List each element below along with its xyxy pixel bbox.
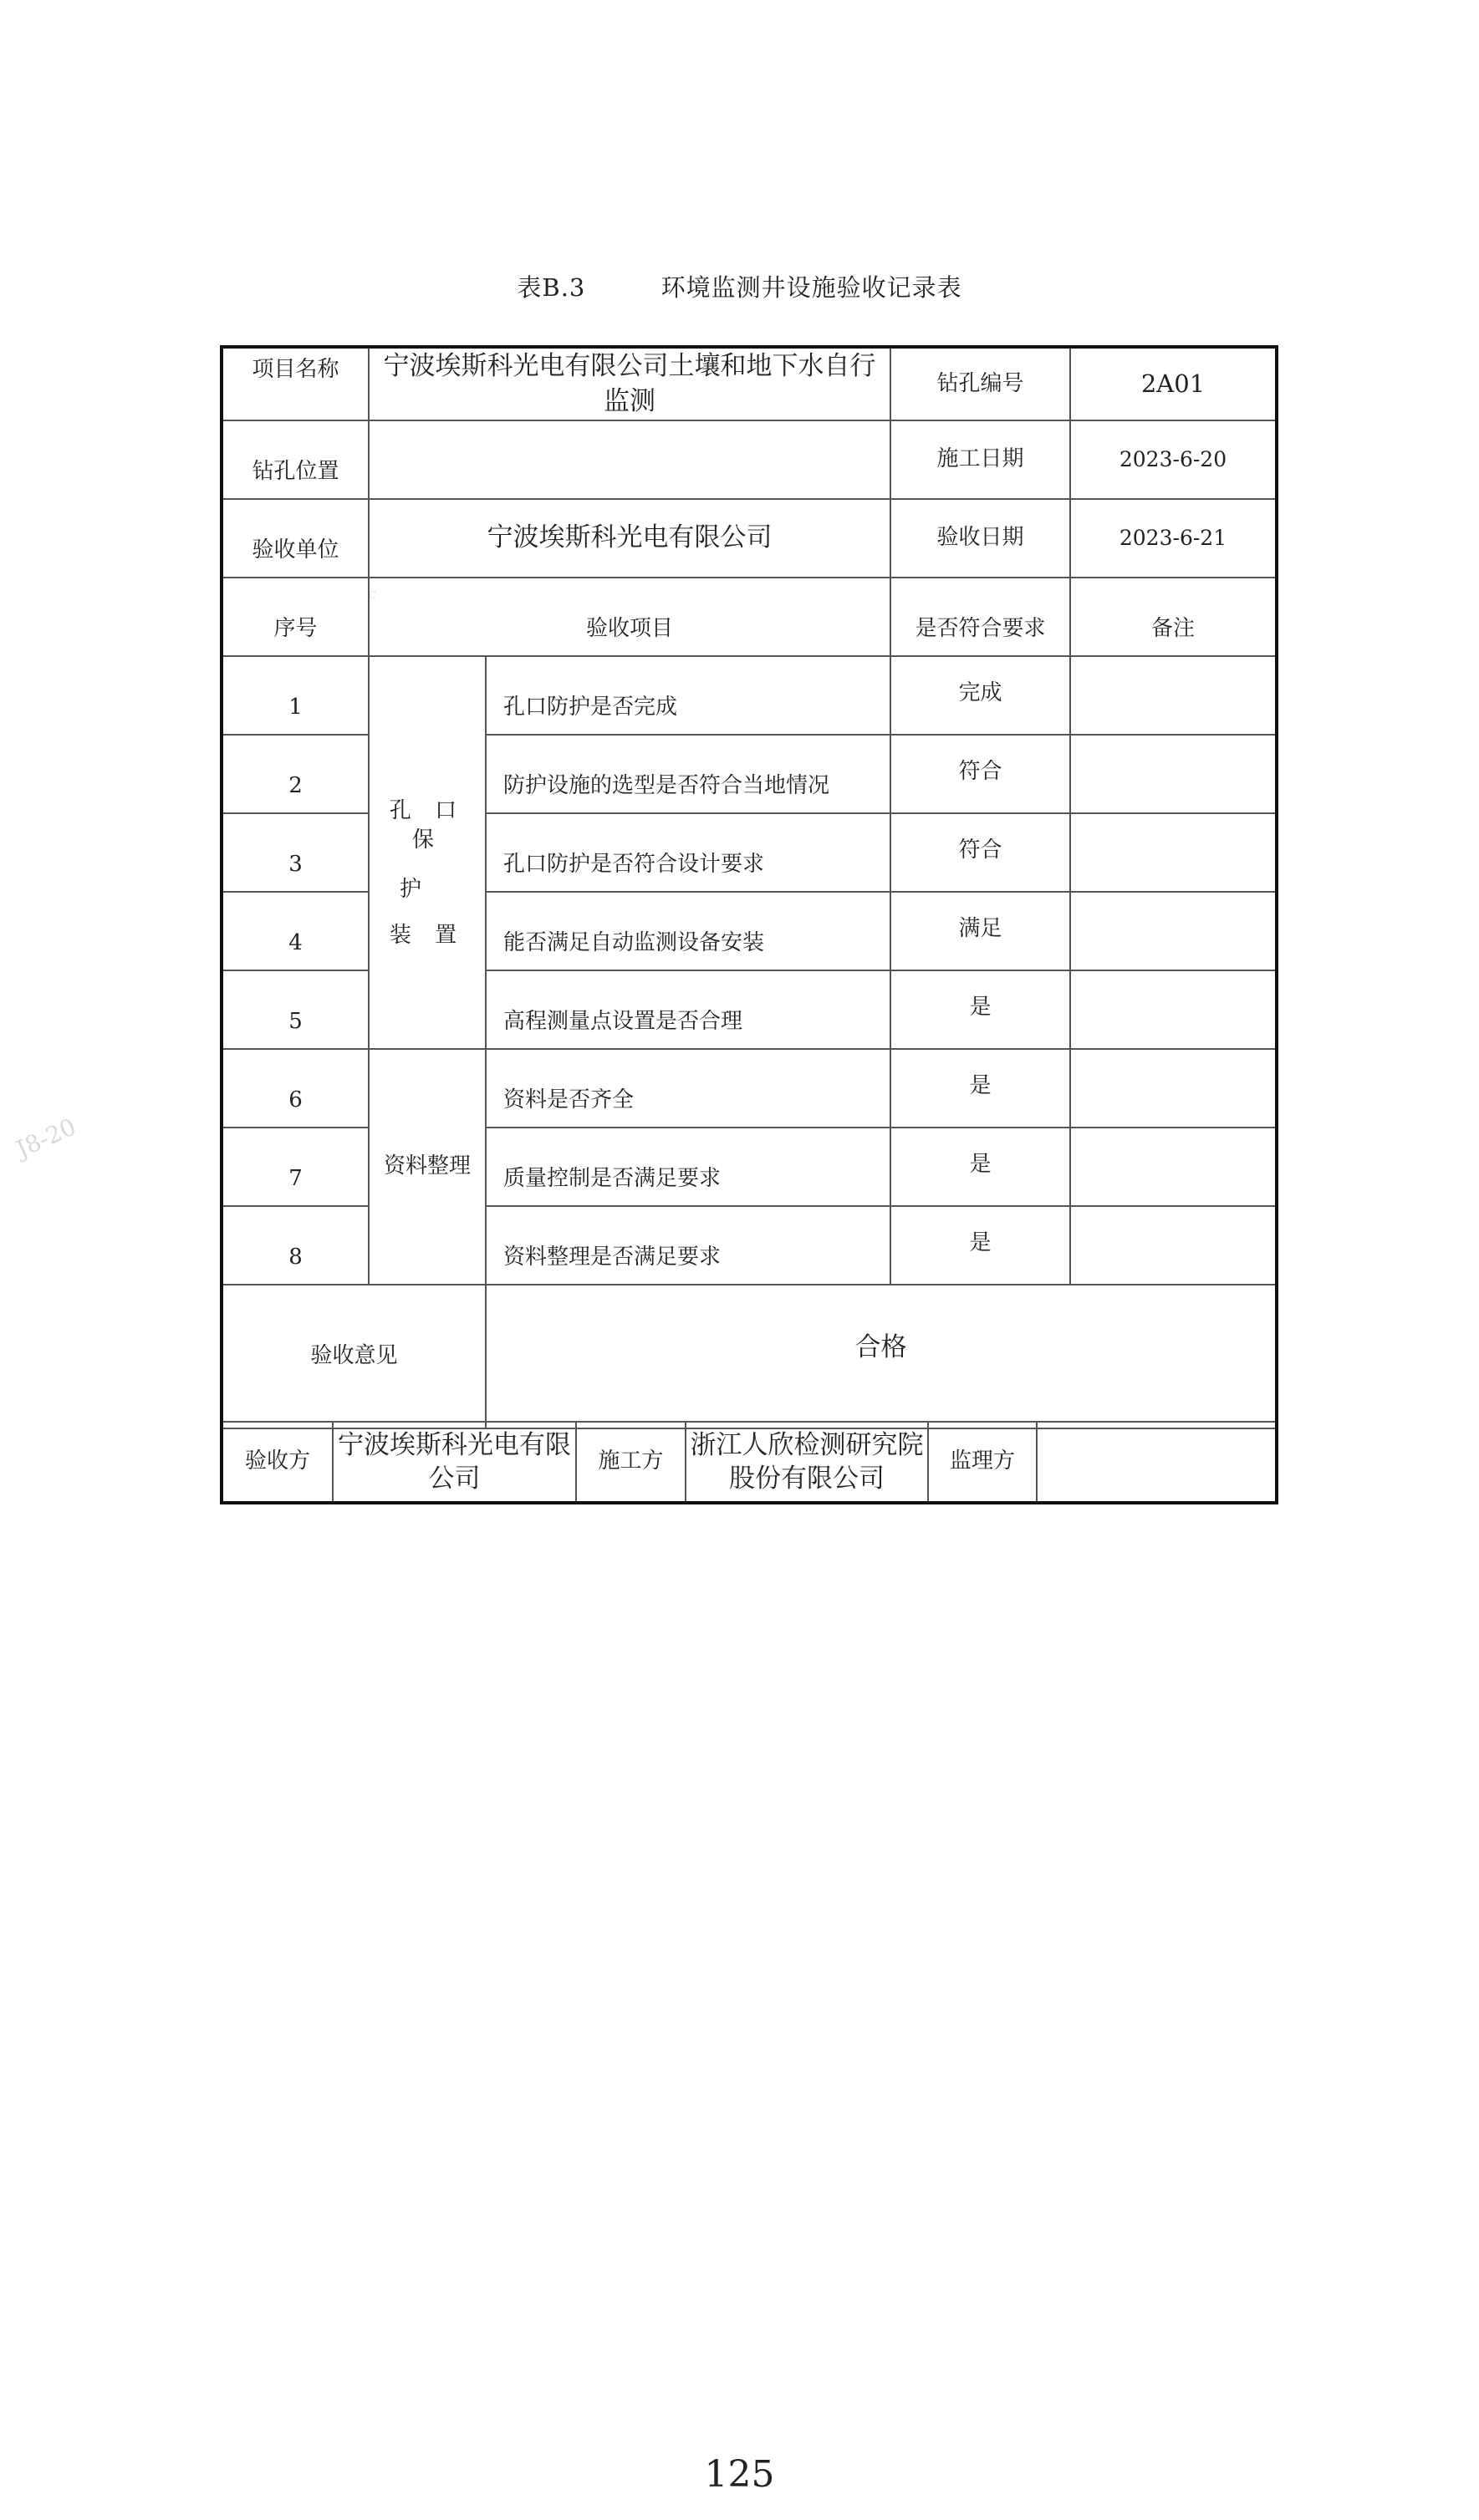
row-remark (1070, 1049, 1275, 1128)
col-header-seq: 序号 (223, 578, 369, 656)
acceptance-unit-value: 宁波埃斯科光电有限公司 (369, 499, 890, 578)
row-no: 7 (223, 1128, 369, 1206)
opinion-value: 合格 (486, 1285, 1275, 1428)
row-item: 孔口防护是否完成 (486, 656, 890, 735)
signature-row (223, 1422, 1275, 1501)
row-project (223, 349, 1275, 420)
row-item: 能否满足自动监测设备安装 (486, 892, 890, 970)
group-protection-line2: 护 (399, 877, 421, 902)
borehole-no-value: 2A01 (1070, 349, 1275, 420)
watermark-mark: c (368, 585, 377, 603)
row-result: 满足 (890, 892, 1070, 970)
table-title-line (0, 269, 1479, 303)
row-result: 是 (890, 970, 1070, 1049)
row-remark (1070, 735, 1275, 813)
row-column-headers (223, 578, 1275, 656)
col-header-item: 验收项目 (369, 578, 890, 656)
row-result: 符合 (890, 735, 1070, 813)
row-remark (1070, 1206, 1275, 1285)
project-name-value: 宁波埃斯科光电有限公司土壤和地下水自行监测 (369, 349, 890, 420)
record-form (220, 345, 1278, 1504)
table-row (223, 1049, 1275, 1128)
group-protection-line1: 孔 口 保 (389, 797, 466, 853)
table-row (223, 656, 1275, 735)
construction-date-value: 2023-6-20 (1070, 420, 1275, 499)
construction-date-label: 施工日期 (890, 420, 1070, 499)
row-result: 是 (890, 1128, 1070, 1206)
acceptance-date-value: 2023-6-21 (1070, 499, 1275, 578)
row-remark (1070, 970, 1275, 1049)
row-no: 8 (223, 1206, 369, 1285)
row-opinion (223, 1285, 1275, 1428)
row-no: 6 (223, 1049, 369, 1128)
opinion-label: 验收意见 (223, 1285, 486, 1428)
row-remark (1070, 892, 1275, 970)
col-header-remark: 备注 (1070, 578, 1275, 656)
acceptor-label: 验收方 (223, 1422, 333, 1501)
row-no: 5 (223, 970, 369, 1049)
row-item: 防护设施的选型是否符合当地情况 (486, 735, 890, 813)
col-header-compliance: 是否符合要求 (890, 578, 1070, 656)
row-item: 孔口防护是否符合设计要求 (486, 813, 890, 892)
row-result: 符合 (890, 813, 1070, 892)
row-result: 是 (890, 1049, 1070, 1128)
row-item: 资料整理是否满足要求 (486, 1206, 890, 1285)
row-no: 3 (223, 813, 369, 892)
row-no: 4 (223, 892, 369, 970)
row-item: 高程测量点设置是否合理 (486, 970, 890, 1049)
row-remark (1070, 656, 1275, 735)
builder-value: 浙江人欣检测研究院股份有限公司 (686, 1422, 928, 1501)
row-location (223, 420, 1275, 499)
group-documents: 资料整理 (369, 1049, 486, 1285)
row-remark (1070, 1128, 1275, 1206)
acceptance-date-label: 验收日期 (890, 499, 1070, 578)
acceptor-value: 宁波埃斯科光电有限公司 (333, 1422, 576, 1501)
builder-label: 施工方 (576, 1422, 686, 1501)
signature-table (223, 1421, 1275, 1501)
row-no: 2 (223, 735, 369, 813)
group-protection (369, 656, 486, 1049)
supervisor-label: 监理方 (928, 1422, 1037, 1501)
row-result: 是 (890, 1206, 1070, 1285)
row-no: 1 (223, 656, 369, 735)
record-table (223, 349, 1275, 1429)
supervisor-value (1037, 1422, 1275, 1501)
row-remark (1070, 813, 1275, 892)
page-number: 125 (704, 2453, 775, 2496)
borehole-no-label: 钻孔编号 (890, 349, 1070, 420)
borehole-location-label: 钻孔位置 (223, 420, 369, 499)
row-item: 资料是否齐全 (486, 1049, 890, 1128)
row-result: 完成 (890, 656, 1070, 735)
project-name-label: 项目名称 (223, 349, 369, 420)
table-number: 表B.3 (517, 273, 586, 302)
group-protection-line3: 装 置 (389, 923, 466, 949)
row-unit (223, 499, 1275, 578)
acceptance-unit-label: 验收单位 (223, 499, 369, 578)
table-title: 环境监测井设施验收记录表 (660, 273, 962, 302)
borehole-location-value (369, 420, 890, 499)
row-item: 质量控制是否满足要求 (486, 1128, 890, 1206)
watermark-text: J8-20 (12, 1112, 80, 1163)
